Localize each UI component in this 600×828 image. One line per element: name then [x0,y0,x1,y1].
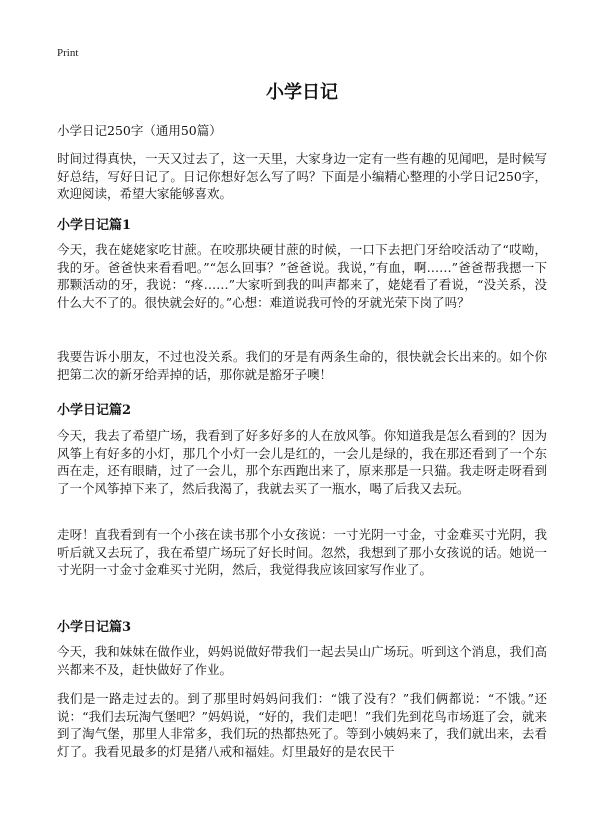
section-heading-2: 小学日记篇2 [57,403,132,418]
print-link[interactable]: Print [57,47,79,59]
section-3-paragraph-1: 今天，我和妹妹在做作业，妈妈说做好带我们一起去吴山广场玩。听到这个消息，我们高兴都来不及，赶快做好了作业。 [57,644,547,677]
intro-paragraph: 时间过得真快，一天又过去了，这一天里，大家身边一定有一些有趣的见闻吧，是时候写好总结，写好日记了。日记你想好怎么写了吗？下面是小编精心整理的小学日记250字，欢迎阅读，希望大家能够喜欢。 [57,151,547,201]
section-heading-3: 小学日记篇3 [57,620,132,635]
section-3-paragraph-2: 我们是一路走过去的。到了那里时妈妈问我们：“饿了没有？”我们俩都说：“不饿。”还说：“我们去玩淘气堡吧？”妈妈说，“好的，我们走吧！”我们先到花鸟市场逛了会，就来到了淘气堡，那里人非常多，我们玩的热都热死了。等到小姨妈来了，我们就出来，去看灯了。我看见最多的灯是猪八戒和福娃。灯里最好的是农民干 [57,691,547,759]
page-subtitle: 小学日记250字（通用50篇） [57,123,222,138]
section-1-paragraph-1: 今天，我在姥姥家吃甘蔗。在咬那块硬甘蔗的时候，一口下去把门牙给咬活动了“哎呦，我的牙。爸爸快来看看吧。”“怎么回事？”爸爸说。我说，”有血，啊……”爸爸帮我摁一下那颗活动的牙，我说：“疼……”大家听到我的叫声都来了，姥姥看了看说，“没关系，没什么大不了的。很快就会好的。”心想：难道说我可怜的牙就光荣下岗了吗？ [57,242,547,310]
page-title: 小学日记 [266,82,338,103]
section-1-paragraph-2: 我要告诉小朋友，不过也没关系。我们的牙是有两条生命的，很快就会长出来的。如个你把第二次的新牙给弄掉的话，那你就是豁牙子噢！ [57,349,547,382]
section-heading-1: 小学日记篇1 [57,218,132,233]
section-2-paragraph-2: 走呀！直我看到有一个小孩在读书那个小女孩说：一寸光阴一寸金，寸金难买寸光阴，我听后就又去玩了，我在希望广场玩了好长时间。忽然，我想到了那小女孩说的话。她说一寸光阴一寸金寸金难买寸光阴，然后，我觉得我应该回家写作业了。 [57,527,547,577]
section-2-paragraph-1: 今天，我去了希望广场，我看到了好多好多的人在放风筝。你知道我是怎么看到的？因为风筝上有好多的小灯，那几个小灯一会儿是红的，一会儿是绿的，我在那还看到了一个东西在走，还有眼睛，过了一会儿，那个东西跑出来了，原来那是一只猫。我走呀走呀看到了一个风筝掉下来了，然后我渴了，我就去买了一瓶水，喝了后我又去玩。 [57,428,547,496]
